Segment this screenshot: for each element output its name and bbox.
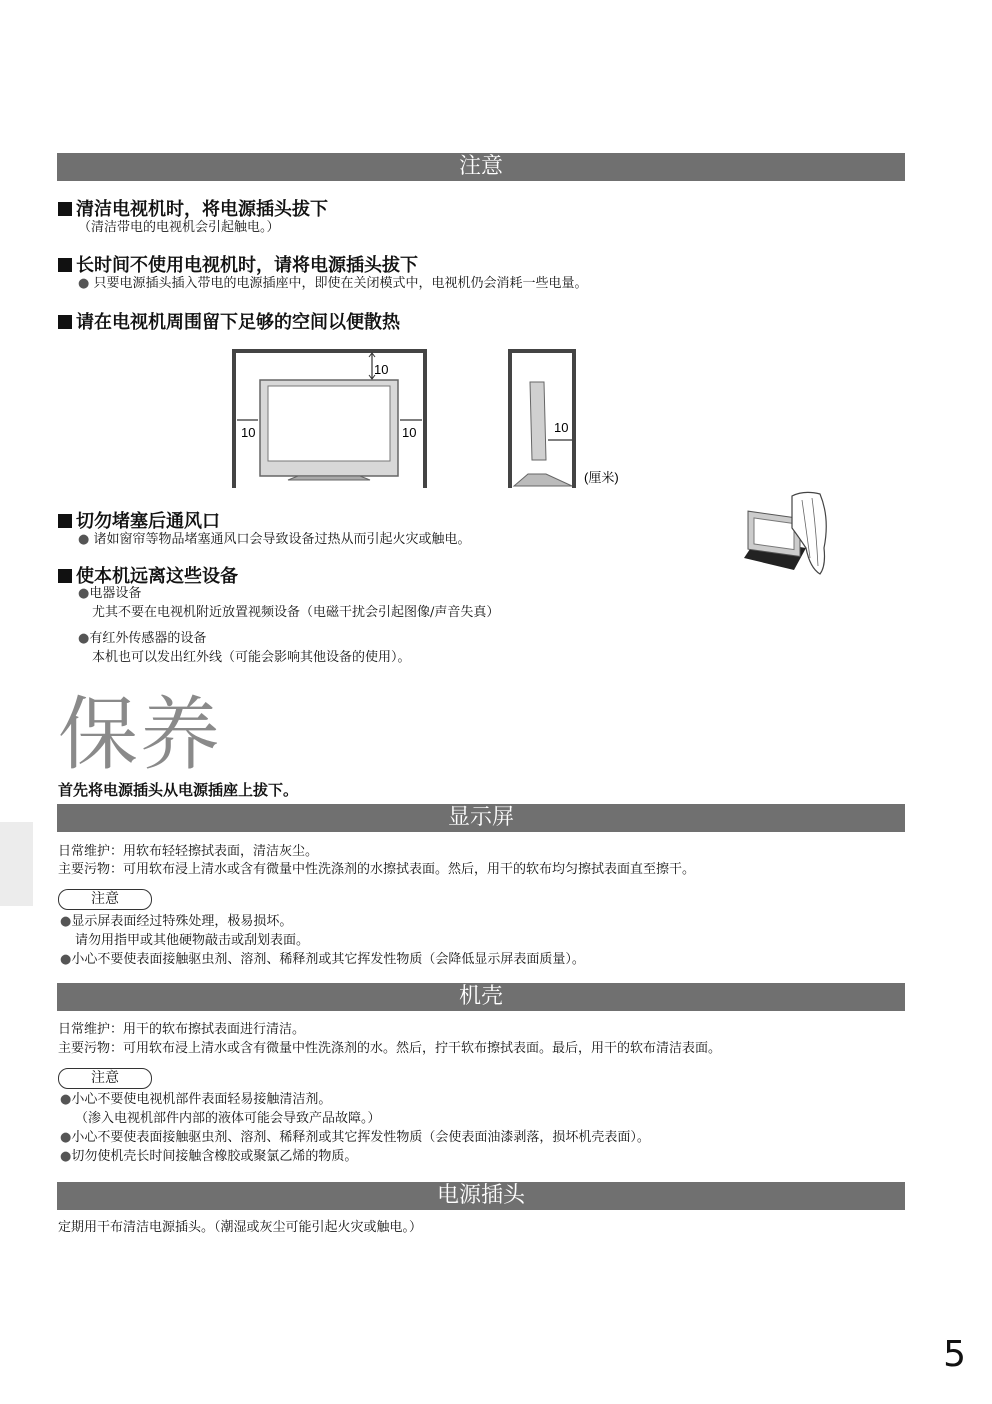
top-clearance-label: 10 xyxy=(374,362,389,377)
page-number: 5 xyxy=(943,1334,966,1375)
caution-header: 注意 xyxy=(57,153,905,181)
display-line2: 主要污物：可用软布浸上清水或含有微量中性洗涤剂的水擦拭表面。然后，用干的软布均匀擦拭表面直至擦干。 xyxy=(58,862,696,877)
square-bullet-icon xyxy=(58,258,72,272)
bullet-dot-icon: ● xyxy=(60,1149,72,1164)
back-clearance-label: 10 xyxy=(554,420,569,435)
tv-stand-icon xyxy=(288,476,370,480)
cabinet-note-label: 注意 xyxy=(58,1068,152,1089)
curtain-blocking-illustration xyxy=(740,488,832,578)
care-title: 保养 xyxy=(58,688,222,781)
distance-sub1-text: 尤其不要在电视机附近放置视频设备（电磁干扰会引起图像/声音失真） xyxy=(92,605,500,620)
caution-item-distance-title: 使本机远离这些设备 xyxy=(58,562,238,588)
left-clearance-label: 10 xyxy=(241,425,256,440)
square-bullet-icon xyxy=(58,315,72,329)
distance-sub2-text: 本机也可以发出红外线（可能会影响其他设备的使用）。 xyxy=(92,650,411,665)
caution-item-vent-title: 切勿堵塞后通风口 xyxy=(58,507,220,533)
plug-header: 电源插头 xyxy=(57,1182,905,1210)
cabinet-note1: ●小心不要使电视机部件表面轻易接触清洁剂。 xyxy=(60,1092,332,1107)
distance-sub2-title: ●有红外传感器的设备 xyxy=(78,631,207,646)
side-tab xyxy=(0,822,33,906)
display-line1: 日常维护：用软布轻轻擦拭表面，清洁灰尘。 xyxy=(58,844,319,859)
display-note2: ●小心不要使表面接触驱虫剂、溶剂、稀释剂或其它挥发性物质（会降低显示屏表面质量）。 xyxy=(60,952,585,967)
tv-side-stand-icon xyxy=(514,474,572,486)
bullet-dot-icon: ● xyxy=(60,952,72,967)
caution-item-unplug-text: ● 只要电源插头插入带电的电源插座中，即使在关闭模式中，电视机仍会消耗一些电量。 xyxy=(78,276,588,291)
cabinet-line1: 日常维护：用干的软布擦拭表面进行清洁。 xyxy=(58,1022,306,1037)
square-bullet-icon xyxy=(58,202,72,216)
ventilation-diagram xyxy=(228,348,638,490)
display-note1b: 请勿用指甲或其他硬物敲击或刮划表面。 xyxy=(75,933,310,948)
display-note1: ●显示屏表面经过特殊处理，极易损坏。 xyxy=(60,914,293,929)
caution-item-clean-text: （清洁带电的电视机会引起触电。） xyxy=(78,220,280,235)
display-note-label: 注意 xyxy=(58,889,152,910)
bullet-dot-icon: ● xyxy=(60,1092,72,1107)
bullet-dot-icon: ● xyxy=(78,276,90,291)
square-bullet-icon xyxy=(58,569,72,583)
display-header: 显示屏 xyxy=(57,804,905,832)
right-clearance-label: 10 xyxy=(402,425,417,440)
bullet-dot-icon: ● xyxy=(60,1130,72,1145)
cabinet-line2: 主要污物：可用软布浸上清水或含有微量中性洗涤剂的水。然后，拧干软布擦拭表面。最后，用干的软布清洁表面。 xyxy=(58,1041,722,1056)
caution-item-unplug-title: 长时间不使用电视机时，请将电源插头拔下 xyxy=(58,251,418,277)
distance-sub1-title: ●电器设备 xyxy=(78,586,142,601)
care-intro: 首先将电源插头从电源插座上拔下。 xyxy=(58,781,299,799)
cabinet-note3: ●切勿使机壳长时间接触含橡胶或聚氯乙烯的物质。 xyxy=(60,1149,358,1164)
bullet-dot-icon: ● xyxy=(78,532,90,547)
square-bullet-icon xyxy=(58,514,72,528)
cabinet-header: 机壳 xyxy=(57,983,905,1011)
tv-screen-icon xyxy=(268,386,390,461)
caution-item-space-title: 请在电视机周围留下足够的空间以便散热 xyxy=(58,308,400,334)
cabinet-note2: ●小心不要使表面接触驱虫剂、溶剂、稀释剂或其它挥发性物质（会使表面油漆剥落，损坏机壳表面）。 xyxy=(60,1130,650,1145)
tv-side-icon xyxy=(530,382,546,460)
bullet-dot-icon: ● xyxy=(60,914,72,929)
plug-line1: 定期用干布清洁电源插头。（潮湿或灰尘可能引起火灾或触电。） xyxy=(58,1220,423,1235)
bullet-dot-icon: ● xyxy=(78,631,90,646)
unit-label: (厘米) xyxy=(584,470,619,485)
cabinet-note1b: （渗入电视机部件内部的液体可能会导致产品故障。） xyxy=(75,1111,381,1126)
caution-item-vent-text: ● 诸如窗帘等物品堵塞通风口会导致设备过热从而引起火灾或触电。 xyxy=(78,532,471,547)
bullet-dot-icon: ● xyxy=(78,586,90,601)
caution-item-clean-title: 清洁电视机时，将电源插头拔下 xyxy=(58,195,328,221)
